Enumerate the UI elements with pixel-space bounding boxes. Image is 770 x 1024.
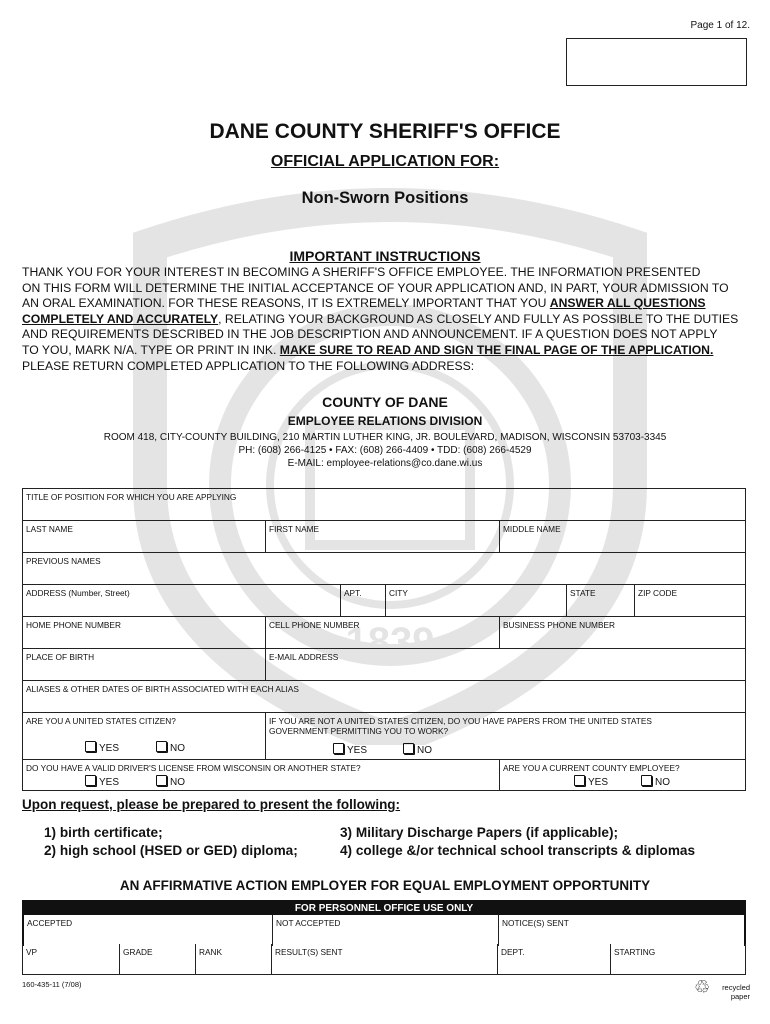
instructions-emphasis: ANSWER ALL QUESTIONS — [549, 296, 706, 311]
dept-field[interactable] — [497, 944, 610, 974]
instructions-emphasis: COMPLETELY AND ACCURATELY — [22, 311, 219, 326]
city-field[interactable] — [385, 585, 566, 616]
option-label: NO — [170, 743, 185, 754]
field-label: PLACE OF BIRTH — [26, 652, 95, 662]
citizen-yes-option[interactable] — [85, 741, 119, 754]
vp-field[interactable] — [23, 944, 119, 974]
field-label: GRADE — [123, 947, 153, 957]
instructions-text — [22, 265, 750, 374]
office-use-heading: FOR PERSONNEL OFFICE USE ONLY — [24, 902, 744, 915]
field-label: HOME PHONE NUMBER — [26, 620, 121, 630]
apt-field[interactable] — [340, 585, 385, 616]
instructions-line: THANK YOU FOR YOUR INTEREST IN BECOMING A SHERIFF'S OFFICE EMPLOYEE. THE INFORMATION PRESENTED — [22, 265, 701, 279]
option-label: NO — [417, 745, 432, 756]
field-label: ARE YOU A CURRENT COUNTY EMPLOYEE? — [503, 763, 680, 773]
email-field[interactable] — [265, 649, 745, 680]
request-heading: Upon request, please be prepared to present the following: — [22, 797, 401, 812]
grade-field[interactable] — [119, 944, 195, 974]
document-item: 3) Military Discharge Papers (if applicable); — [340, 825, 619, 840]
county-name: COUNTY OF DANE — [322, 394, 448, 410]
form-row — [23, 680, 745, 712]
field-label: VP — [26, 947, 38, 957]
field-label: BUSINESS PHONE NUMBER — [503, 620, 616, 630]
field-label: STATE — [570, 588, 596, 598]
form-row — [23, 552, 745, 584]
field-label: FIRST NAME — [269, 524, 320, 534]
instructions-line — [22, 296, 750, 312]
field-label: PREVIOUS NAMES — [26, 556, 101, 566]
field-label: STARTING — [614, 947, 656, 957]
field-label: CITY — [389, 588, 408, 598]
instructions-text-part: AN ORAL EXAMINATION. FOR THESE REASONS, IT IS EXTREMELY IMPORTANT THAT YOU — [22, 296, 550, 311]
division-name: EMPLOYEE RELATIONS DIVISION — [287, 414, 483, 428]
license-yes-option[interactable] — [85, 775, 119, 788]
field-label: RANK — [199, 947, 223, 957]
application-form — [22, 488, 746, 791]
option-label: YES — [347, 745, 368, 756]
field-label: NOTICE(S) SENT — [502, 918, 569, 928]
county-employee-question — [499, 760, 745, 790]
not-accepted-field[interactable] — [272, 915, 498, 946]
license-no-option[interactable] — [156, 775, 185, 788]
application-subtitle: OFFICIAL APPLICATION FOR: — [270, 153, 500, 170]
option-label: YES — [99, 743, 120, 754]
instructions-text-part: TO YOU, MARK N/A. TYPE OR PRINT IN INK. — [22, 342, 280, 357]
papers-no-option[interactable] — [403, 743, 432, 756]
drivers-license-question — [23, 760, 499, 790]
position-type: Non-Sworn Positions — [301, 189, 469, 207]
instructions-line — [22, 343, 750, 359]
form-row — [23, 489, 745, 520]
option-label: NO — [655, 777, 670, 788]
previous-names-field[interactable] — [23, 553, 745, 584]
seal-year: 1839 — [345, 620, 435, 664]
instructions-emphasis: MAKE SURE TO READ AND SIGN THE FINAL PAGE OF THE APPLICATION. — [279, 342, 714, 357]
id-box — [566, 38, 747, 86]
checkbox-icon[interactable] — [403, 743, 414, 754]
option-label: YES — [99, 777, 120, 788]
state-field[interactable] — [566, 585, 634, 616]
document-item: 2) high school (HSED or GED) diploma; — [44, 843, 298, 858]
instructions-heading: IMPORTANT INSTRUCTIONS — [289, 248, 481, 264]
document-item: 1) birth certificate; — [44, 825, 163, 840]
form-row — [23, 648, 745, 680]
field-label: ZIP CODE — [638, 588, 678, 598]
street-address-field[interactable] — [23, 585, 340, 616]
citizen-question — [23, 713, 265, 759]
street-address: ROOM 418, CITY-COUNTY BUILDING, 210 MARTIN LUTHER KING, JR. BOULEVARD, MADISON, WISCONSIN 53703-3345 — [103, 432, 667, 443]
office-row-2 — [22, 944, 746, 975]
accepted-field[interactable] — [24, 915, 272, 946]
field-label: ACCEPTED — [27, 918, 73, 928]
checkbox-icon[interactable] — [574, 775, 585, 786]
checkbox-icon[interactable] — [85, 741, 96, 752]
field-label: DO YOU HAVE A VALID DRIVER'S LICENSE FROM WISCONSIN OR ANOTHER STATE? — [26, 763, 361, 773]
form-number: 160-435-11 (7/08) — [22, 980, 82, 989]
checkbox-icon[interactable] — [156, 741, 167, 752]
page-number: Page 1 of 12. — [690, 20, 750, 31]
eeo-statement: AN AFFIRMATIVE ACTION EMPLOYER FOR EQUAL EMPLOYMENT OPPORTUNITY — [119, 878, 651, 893]
field-label: IF YOU ARE NOT A UNITED STATES CITIZEN, DO YOU HAVE PAPERS FROM THE UNITED STATES GOVERNMENT PERMITTING YOU TO WORK? — [269, 716, 652, 736]
paper-label: paper — [730, 992, 750, 1001]
cell-phone-field[interactable] — [265, 617, 499, 648]
work-papers-question — [265, 713, 745, 759]
form-row — [23, 520, 745, 552]
contact-phones: PH: (608) 266-4125 • FAX: (608) 266-4409 • TDD: (608) 266-4529 — [238, 445, 532, 456]
office-row — [24, 915, 744, 946]
checkbox-icon[interactable] — [156, 775, 167, 786]
starting-field[interactable] — [610, 944, 745, 974]
instructions-text-part: , RELATING YOUR BACKGROUND AS CLOSELY AND FULLY AS POSSIBLE TO THE DUTIES — [218, 311, 739, 326]
instructions-line: AND REQUIREMENTS DESCRIBED IN THE JOB DESCRIPTION AND ANNOUNCEMENT. IF A QUESTION DOES NOT APPLY — [22, 327, 718, 342]
notices-sent-field[interactable] — [498, 915, 744, 946]
option-label: YES — [588, 777, 609, 788]
employee-no-option[interactable] — [641, 775, 670, 788]
rank-field[interactable] — [195, 944, 271, 974]
checkbox-icon[interactable] — [641, 775, 652, 786]
field-label: TITLE OF POSITION FOR WHICH YOU ARE APPLYING — [26, 492, 237, 502]
field-label: E-MAIL ADDRESS — [269, 652, 339, 662]
checkbox-icon[interactable] — [85, 775, 96, 786]
form-row — [23, 712, 745, 759]
instructions-line — [22, 312, 750, 328]
recycled-label: recycled — [722, 983, 750, 992]
field-label: ALIASES & OTHER DATES OF BIRTH ASSOCIATED WITH EACH ALIAS — [26, 684, 299, 694]
recycle-icon: ♲ — [694, 977, 711, 997]
field-label: MIDDLE NAME — [503, 524, 561, 534]
field-label: ADDRESS (Number, Street) — [26, 588, 130, 598]
aliases-field[interactable] — [23, 681, 745, 712]
field-label: LAST NAME — [26, 524, 73, 534]
field-label: CELL PHONE NUMBER — [269, 620, 360, 630]
papers-yes-option[interactable] — [333, 743, 367, 756]
page-title: DANE COUNTY SHERIFF'S OFFICE — [209, 120, 561, 143]
field-label: ARE YOU A UNITED STATES CITIZEN? — [26, 716, 176, 726]
document-item: 4) college &/or technical school transcripts & diplomas — [340, 843, 696, 858]
personnel-office-section — [22, 900, 746, 946]
field-label: RESULT(S) SENT — [275, 947, 343, 957]
place-of-birth-field[interactable] — [23, 649, 265, 680]
results-sent-field[interactable] — [271, 944, 497, 974]
form-row — [23, 584, 745, 616]
middle-name-field[interactable] — [499, 521, 745, 552]
contact-email: E-MAIL: employee-relations@co.dane.wi.us — [287, 458, 483, 469]
option-label: NO — [170, 777, 185, 788]
form-row — [23, 759, 745, 790]
form-row — [23, 616, 745, 648]
employee-yes-option[interactable] — [574, 775, 608, 788]
field-label: NOT ACCEPTED — [276, 918, 341, 928]
position-title-field[interactable] — [23, 489, 745, 520]
citizen-no-option[interactable] — [156, 741, 185, 754]
business-phone-field[interactable] — [499, 617, 745, 648]
field-label: DEPT. — [501, 947, 525, 957]
home-phone-field[interactable] — [23, 617, 265, 648]
instructions-line: ON THIS FORM WILL DETERMINE THE INITIAL ACCEPTANCE OF YOUR APPLICATION AND, IN PART, YOUR ADMISSION TO — [22, 280, 729, 295]
checkbox-icon[interactable] — [333, 743, 344, 754]
zip-code-field[interactable] — [634, 585, 745, 616]
instructions-line: PLEASE RETURN COMPLETED APPLICATION TO THE FOLLOWING ADDRESS: — [22, 358, 475, 373]
last-name-field[interactable] — [23, 521, 265, 552]
field-label: APT. — [344, 588, 362, 598]
first-name-field[interactable] — [265, 521, 499, 552]
